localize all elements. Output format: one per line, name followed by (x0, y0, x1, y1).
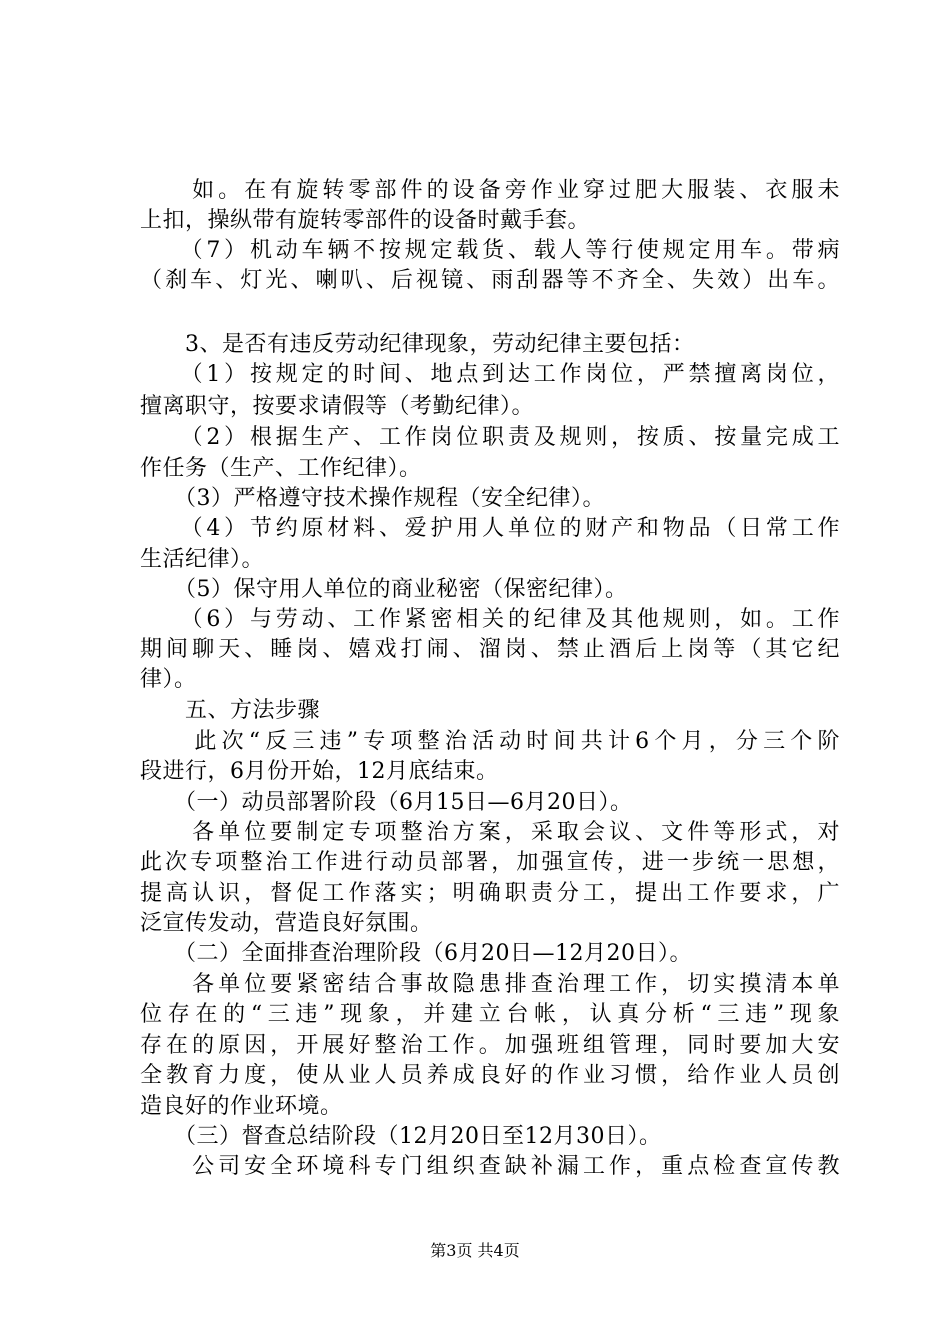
body-line: 如。在有旋转零部件的设备旁作业穿过肥大服装、衣服未 (140, 178, 840, 203)
body-line: 存在的原因，开展好整治工作。加强班组管理，同时要加大安 (140, 1033, 840, 1058)
body-line: 上扣，操纵带有旋转零部件的设备时戴手套。 (140, 208, 591, 233)
body-line: 律）。 (140, 667, 197, 692)
body-line: 期间聊天、睡岗、嬉戏打闹、溜岗、禁止酒后上岗等（其它纪 (140, 637, 840, 662)
body-line: 擅离职守，按要求请假等（考勤纪律）。 (140, 394, 535, 419)
body-line: （7）机动车辆不按规定载货、载人等行使规定用车。带病 (140, 238, 840, 263)
body-line: 位存在的“三违”现象，并建立台帐，认真分析“三违”现象 (140, 1002, 840, 1027)
body-line: 造良好的作业环境。 (140, 1094, 343, 1119)
body-line: 此次专项整治工作进行动员部署，加强宣传，进一步统一思想， (140, 850, 840, 875)
body-line: 提高认识，督促工作落实；明确职责分工，提出工作要求，广 (140, 881, 840, 906)
body-line: （3）严格遵守技术操作规程（安全纪律）。 (140, 486, 605, 511)
body-line: 全教育力度，使从业人员养成良好的作业习惯，给作业人员创 (140, 1063, 840, 1088)
section-heading: 五、方法步骤 (140, 698, 321, 723)
body-line: 各单位要制定专项整治方案，采取会议、文件等形式，对 (140, 820, 840, 845)
body-line: 公司安全环境科专门组织查缺补漏工作，重点检查宣传教 (140, 1154, 840, 1179)
body-line: （2）根据生产、工作岗位职责及规则，按质、按量完成工 (140, 425, 840, 450)
body-line: （5）保守用人单位的商业秘密（保密纪律）。 (140, 577, 628, 602)
page-footer: 第3页 共4页 (430, 1241, 520, 1260)
subsection-heading: （二）全面排查治理阶段（6月20日—12月20日）。 (140, 941, 692, 966)
body-line: 泛宣传发动，营造良好氛围。 (140, 911, 433, 936)
body-line: （6）与劳动、工作紧密相关的纪律及其他规则，如。工作 (140, 607, 840, 632)
body-line: 此次“反三违”专项整治活动时间共计6个月，分三个阶 (140, 729, 840, 754)
subsection-heading: （一）动员部署阶段（6月15日—6月20日）。 (140, 790, 633, 815)
body-line: 各单位要紧密结合事故隐患排查治理工作，切实摸清本单 (140, 972, 840, 997)
body-line: （刹车、灯光、喇叭、后视镜、雨刮器等不齐全、失效）出车。 (140, 268, 840, 293)
body-line: （1）按规定的时间、地点到达工作岗位，严禁擅离岗位， (140, 362, 840, 387)
body-line: 段进行，6月份开始，12月底结束。 (140, 759, 499, 784)
section-heading: 3、是否有违反劳动纪律现象，劳动纪律主要包括： (140, 332, 695, 357)
body-line: 作任务（生产、工作纪律）。 (140, 456, 422, 481)
subsection-heading: （三）督查总结阶段（12月20日至12月30日）。 (140, 1124, 662, 1149)
body-line: （4）节约原材料、爱护用人单位的财产和物品（日常工作 (140, 516, 840, 541)
body-line: 生活纪律）。 (140, 547, 265, 572)
